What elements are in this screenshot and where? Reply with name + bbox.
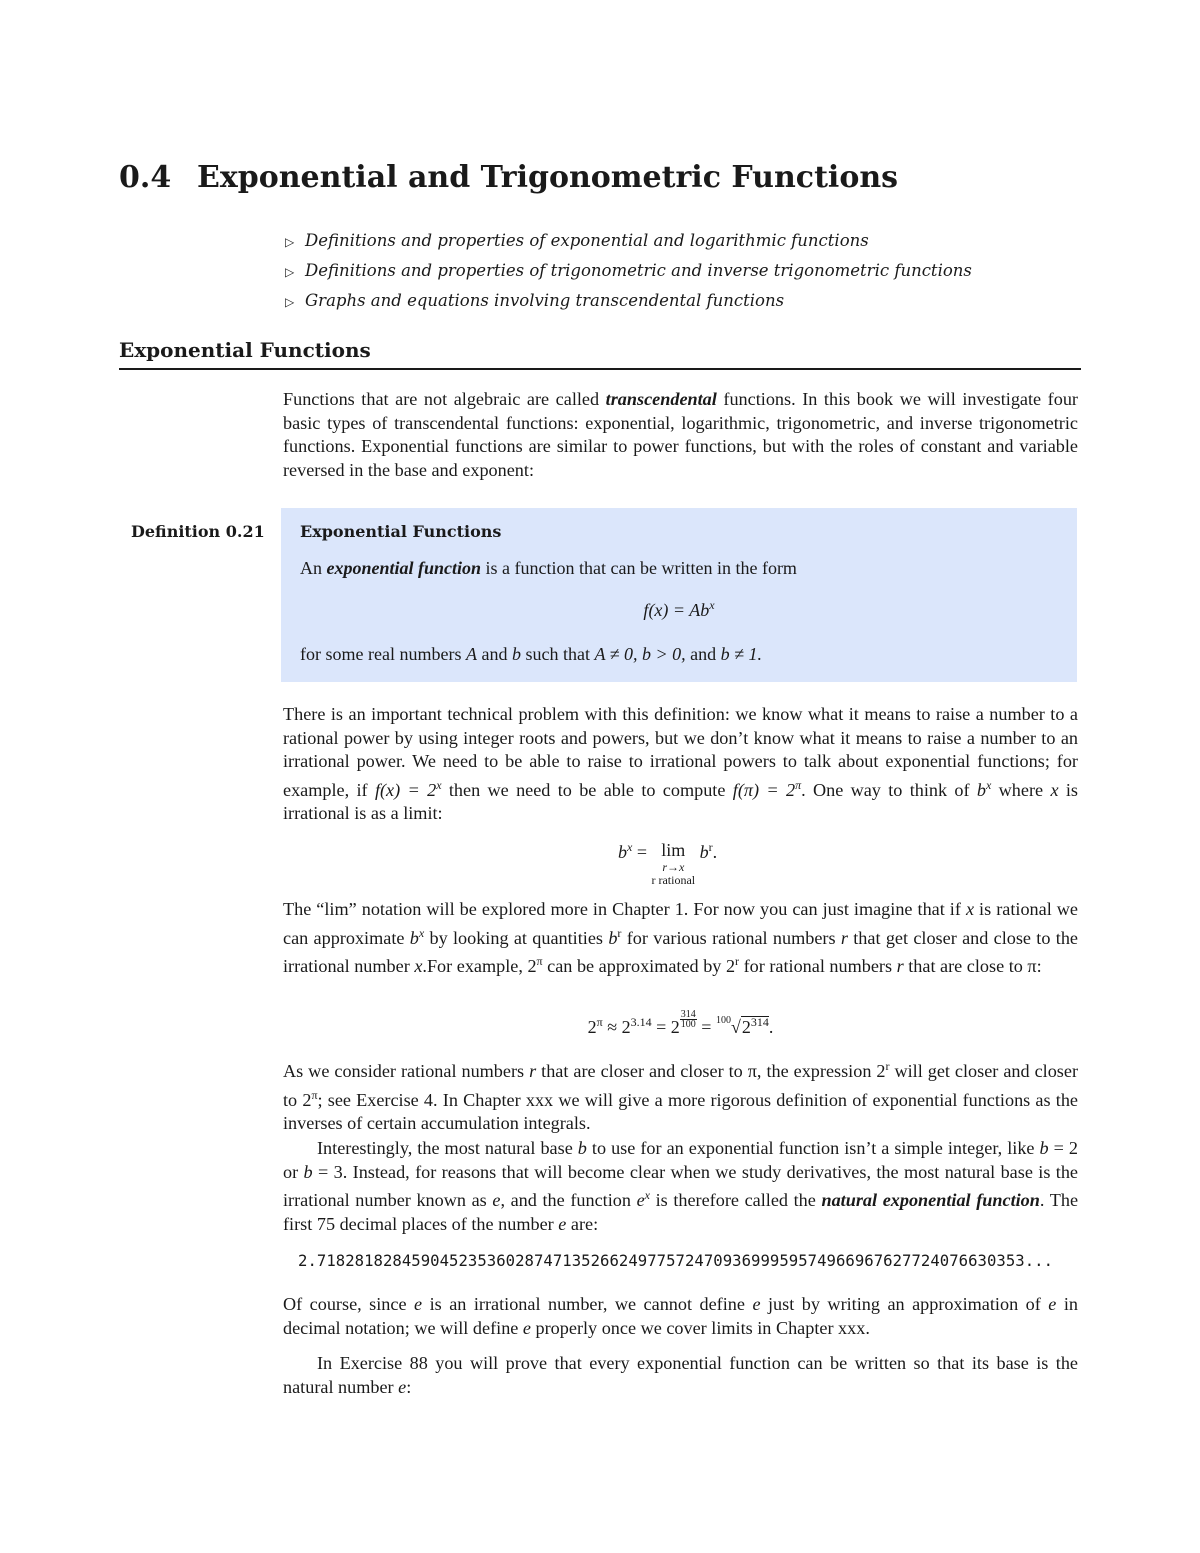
section-number: 0.4 — [119, 160, 172, 195]
definition-text: An exponential function is a function that can be written in the form — [300, 558, 797, 578]
triangle-marker-icon: ▷ — [285, 265, 295, 279]
exercise-paragraph: In Exercise 88 you will prove that every exponential function can be written so that its base is the natural number e: — [283, 1353, 1078, 1397]
definition-label: Definition 0.21 — [131, 522, 265, 541]
definition-formula: $f(x) = Ab^x$ — [643, 598, 715, 620]
intro-paragraph: Functions that are not algebraic are called transcendental functions. In this book we will investigate four basic types of transcendental functions: exponential, logarithmic, trigonometric, and inverse trigonometric functions. Exponential functions are similar to power functions, but with the roles of constant and variable reversed in the base and exponent: — [283, 389, 1078, 480]
consider-paragraph: As we consider rational numbers r that are closer and closer to π, the expression 2$^r$ will get closer and closer to $2^\pi$; see Exercise 4. In Chapter xxx we will give a more rigorous definition of exponential functions as the inverses of certain accumulation integrals. — [283, 1059, 1078, 1134]
fraction-exponent: $\frac{314}{100}$ — [680, 1009, 696, 1030]
section-title: Exponential and Trigonometric Functions — [197, 160, 899, 195]
approximation-formula: $2^\pi \approx 2^{3.14} = 2$ $\frac{314}{100}$ = $^{100}√2^{314}$. — [587, 1009, 774, 1037]
subsection-heading: Exponential Functions — [119, 338, 1081, 370]
learning-objectives — [285, 228, 972, 318]
objective-item: ▷ Definitions and properties of exponential and logarithmic functions — [285, 228, 972, 258]
definition-conditions: for some real numbers A and b such that A ≠ 0, b > 0, and b ≠ 1. — [300, 644, 763, 664]
definition-title: Exponential Functions — [300, 522, 502, 541]
objective-item: ▷ Graphs and equations involving transcendental functions — [285, 288, 972, 318]
e-decimal-digits: 2.718281828459045235360287471352662497757247093699959574966967627724076630353... — [298, 1252, 1054, 1270]
triangle-marker-icon: ▷ — [285, 295, 295, 309]
triangle-marker-icon: ▷ — [285, 235, 295, 249]
section-heading — [119, 160, 898, 195]
of-course-paragraph: Of course, since e is an irrational number, we cannot define e just by writing an approximation of e in decimal notation; we will define e properly once we cover limits in Chapter xxx. — [283, 1294, 1079, 1338]
objective-item: ▷ Definitions and properties of trigonometric and inverse trigonometric functions — [285, 258, 972, 288]
problem-paragraph: There is an important technical problem with this definition: we know what it means to raise a number to a rational power by using integer roots and powers, but we don’t know what it means to raise a number to an irrational power. We need to be able to raise to irrational powers to talk about exponential functions; for example, if $f(x) = 2^x$ then we need to be able to compute $f(\pi) = 2^\pi$. One way to think of $b^x$ where x is irrational is as a limit: — [283, 704, 1078, 824]
lim-paragraph: The “lim” notation will be explored more in Chapter 1. For now you can just imagine that if x is rational we can approximate $b^x$ by looking at quantities $b^r$ for various rational numbers r that get closer and close to the irrational number x.For example, $2^\pi$ can be approximated by 2$^r$ for rational numbers r that are close to π: — [283, 899, 1078, 977]
limit-formula: $b^x$ = lim r→x r rational $b^r$. — [618, 840, 718, 887]
natural-base-paragraph: Interestingly, the most natural base b to use for an exponential function isn’t a simple integer, like b = 2 or b = 3. Instead, for reasons that will become clear when we study derivatives, the most natural base is the irrational number known as e, and the function $e^x$ is therefore called the natural exponential function. The first 75 decimal places of the number e are: — [283, 1138, 1079, 1234]
radical-expression: $^{100}√2^{314}$ — [715, 1015, 769, 1037]
